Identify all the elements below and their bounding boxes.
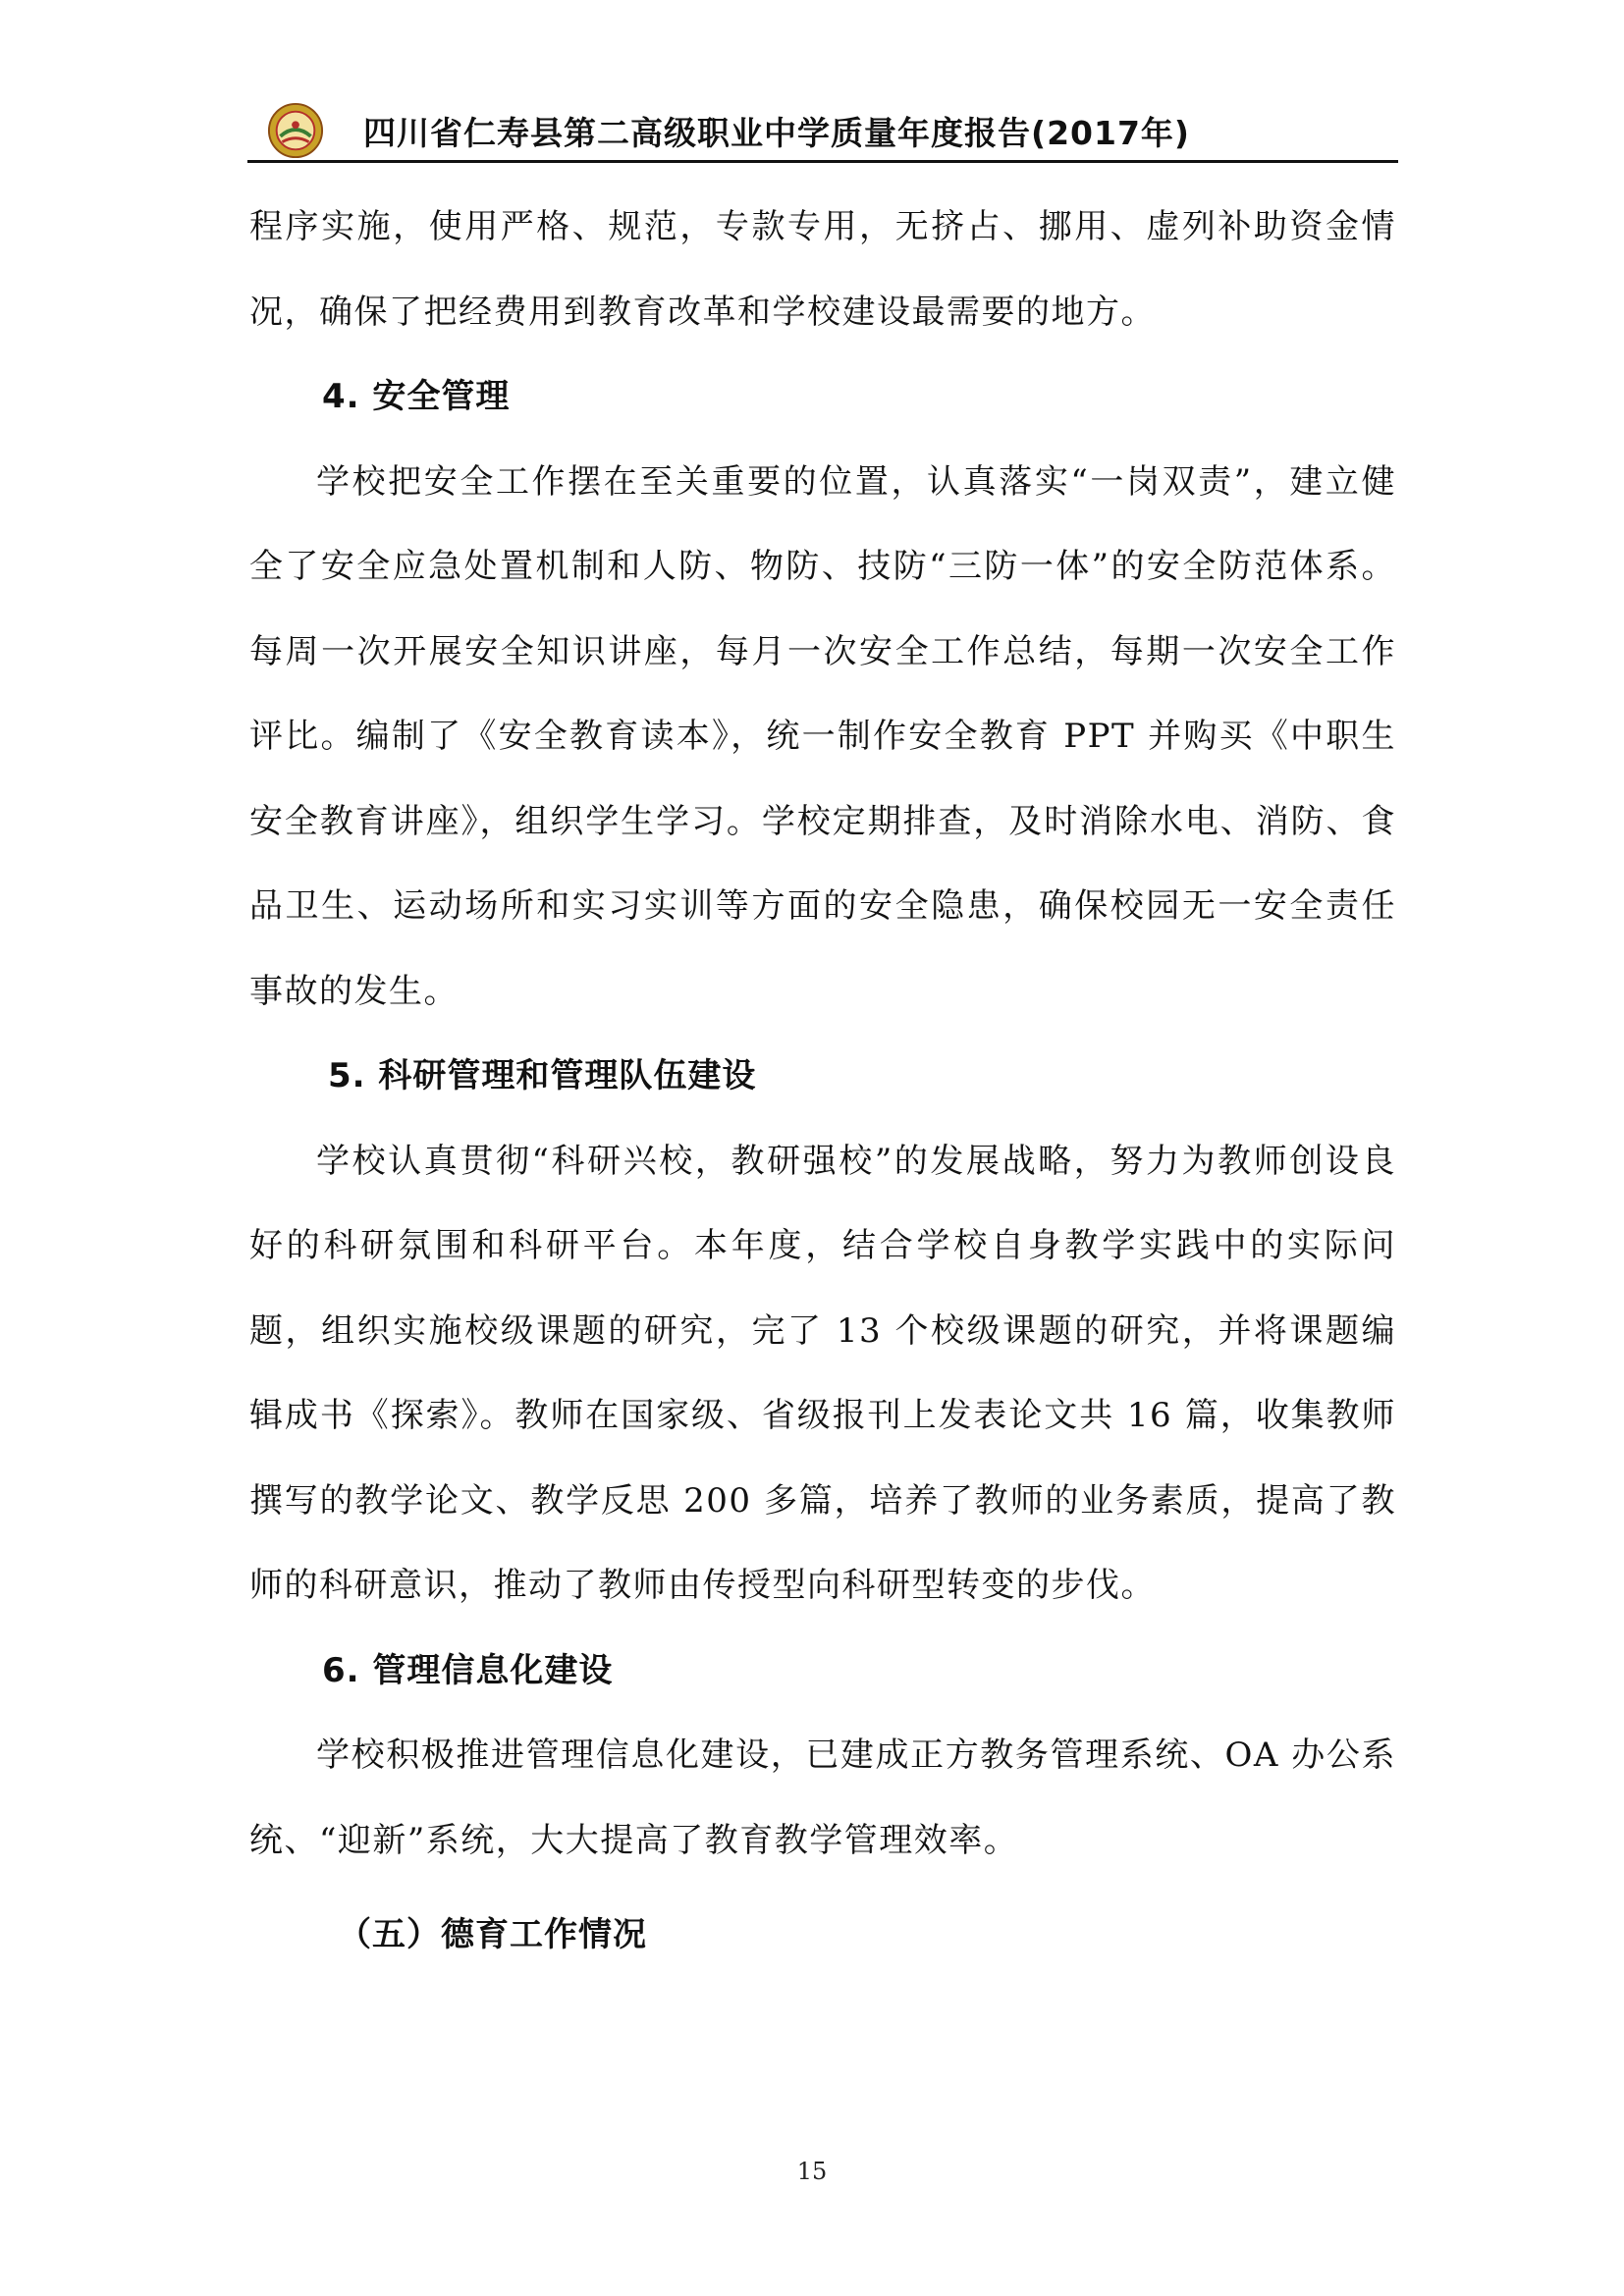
paragraph-funding-continued: 程序实施，使用严格、规范，专款专用，无挤占、挪用、虚列补助资金情况，确保了把经费用到教育改革和学校建设最需要的地方。 (249, 207, 1396, 332)
heading-moral-education: （五）德育工作情况 (338, 1915, 647, 1954)
paragraph-safety-management: 学校把安全工作摆在至关重要的位置，认真落实“一岗双责”，建立健全了安全应急处置机制和人防、物防、技防“三防一体”的安全防范体系。每周一次开展安全知识讲座，每月一次安全工作总结，每期一次安全工作评比。编制了《安全教育读本》，统一制作安全教育 PPT 并购买《中职生安全教育讲座》，组织学生学习。学校定期排查，及时消除水电、消防、食品卫生、运动场所和实习实训等方面的安全隐患，确保校园无一安全责任事故的发生。 (249, 461, 1396, 1011)
heading-safety-management: 4. 安全管理 (322, 377, 511, 416)
heading-informatization: 6. 管理信息化建设 (322, 1650, 614, 1690)
document-body (249, 185, 1396, 1978)
heading-research-management: 5. 科研管理和管理队伍建设 (328, 1056, 757, 1095)
page-header (247, 96, 1398, 165)
paragraph-research-management: 学校认真贯彻“科研兴校，教研强校”的发展战略，努力为教师创设良好的科研氛围和科研平台。本年度，结合学校自身教学实践中的实际问题，组织实施校级课题的研究，完了 13 个校级课题的研究，并将课题编辑成书《探索》。教师在国家级、省级报刊上发表论文共 16 篇，收集教师撰写的教学论文、教学反思 200 多篇，培养了教师的业务素质，提高了教师的科研意识，推动了教师由传授型向科研型转变的步伐。 (249, 1141, 1396, 1605)
header-divider (247, 160, 1398, 163)
page-number: 15 (796, 2158, 828, 2185)
paragraph-informatization: 学校积极推进管理信息化建设，已建成正方教务管理系统、OA 办公系统、“迎新”系统，大大提高了教育教学管理效率。 (249, 1735, 1396, 1860)
school-logo (267, 102, 324, 159)
report-title: 四川省仁寿县第二高级职业中学质量年度报告(2017年) (363, 114, 1191, 152)
